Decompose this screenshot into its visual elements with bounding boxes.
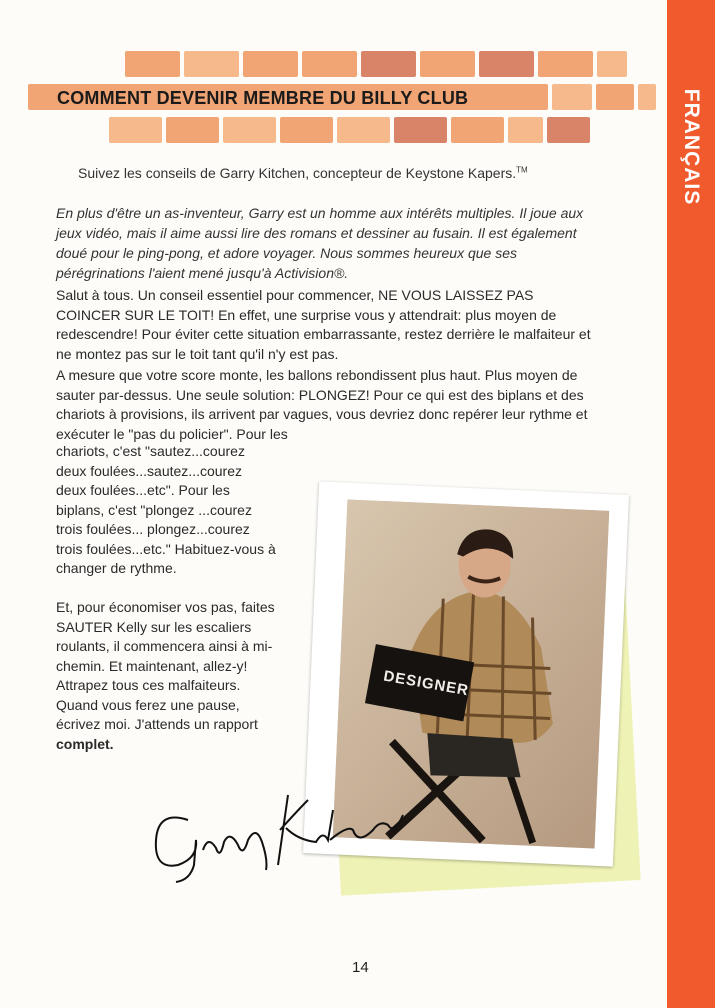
paragraph-escalator-tip: Et, pour économiser vos pas, faites SAUTER Kelly sur les escaliers roulants, il commencera ainsi à mi-chemin. Et maintenant, allez-y! Attrapez tous ces malfaiteurs. Quand vous ferez une pause, écrivez moi. J'attends un rapport complet. xyxy=(56,599,275,752)
paragraph-rhythm-tip: chariots, c'est "sautez...courez deux foulées...sautez...courez deux foulées...etc". Pour les biplans, c'est "plongez ...courez trois foulées... plongez...courez trois foulées...etc." Habituez-vous à changer de rythme. xyxy=(56,443,276,576)
signature-image xyxy=(148,770,408,890)
paragraph-score-tip: A mesure que votre score monte, les ballons rebondissent plus haut. Plus moyen de sauter par-dessus. Une seule solution: PLONGEZ! Pour ce qui est des biplans et des chariots à provisions, ils arrivent par vagues, vous devriez donc repérer leur rythme et exécuter le "pas du policier". Pour les xyxy=(56,367,588,442)
brick-wall-banner xyxy=(0,0,667,160)
chair-label: DESIGNER xyxy=(382,667,471,700)
page-title: COMMENT DEVENIR MEMBRE DU BILLY CLUB xyxy=(57,88,469,108)
page-number: 14 xyxy=(352,959,369,976)
language-label: FRANÇAIS xyxy=(680,88,703,206)
subtitle: Suivez les conseils de Garry Kitchen, concepteur de Keystone Kapers.™ xyxy=(78,165,528,181)
paragraph-roof-tip: Salut à tous. Un conseil essentiel pour commencer, NE VOUS LAISSEZ PAS COINCER SUR LE TOIT! En effet, une surprise vous y attendrait: plus moyen de redescendre! Pour éviter cette situation embarrassante, restez derrière le malfaiteur et ne montez pas sur le toit tant qu'il n'y est pas. xyxy=(56,287,591,362)
intro-paragraph: En plus d'être un as-inventeur, Garry est un homme aux intérêts multiples. Il joue aux jeux vidéo, mais il aime aussi lire des romans et dessiner au fusain. Il est également doué pour le ping-pong, et adore voyager. Nous sommes heureux que ses pérégrinations l'aient mené jusqu'à Activision®. xyxy=(56,205,584,281)
